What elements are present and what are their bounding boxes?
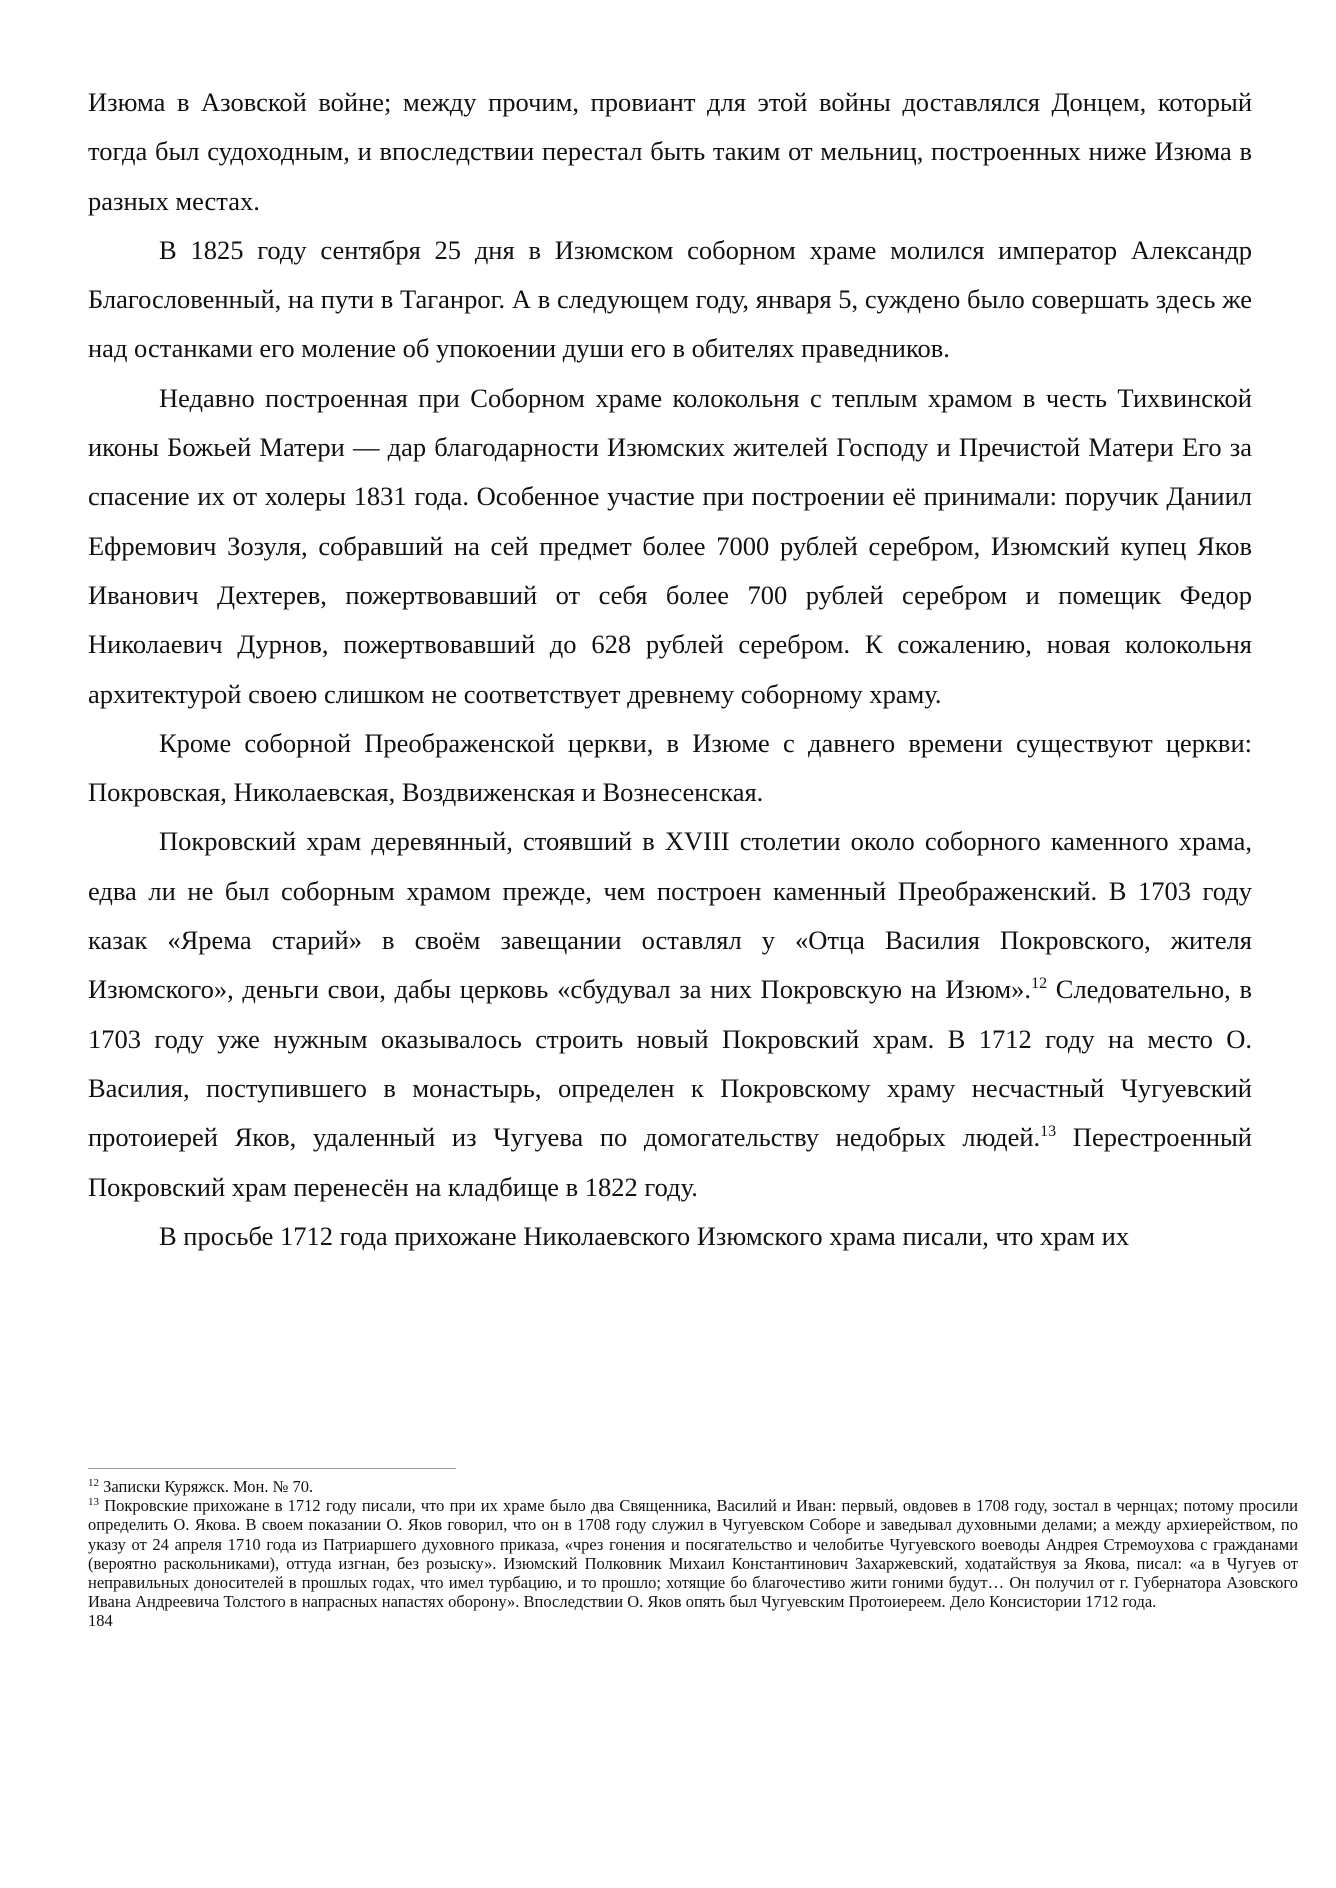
footnote-13-text: Покровские прихожане в 1712 году писали, что при их храме было два Священника, Василий и Иван: первый, овдовев в 1708 году, зостал в чернцах; потому просили определить О. Якова. В своем показании О. Яков говорил, что он в 1708 году служил в Чугуевском Соборе и заведывал духовными делами; а между архиерейством, по указу от 24 апреля 1710 года из Патриаршего духовного приказа, «чрез гонения и посягательство и челобитье Чугуевского воеводы Андрея Стремоухова с гражданами (вероятно раскольниками), оттуда изгнан, без розыску». Изюмский Полковник Михаил Константинович Захаржевский, ходатайствуя за Якова, писал: «а в Чугуев от неправильных доносителей в прошлых годах, что имел турбацию, и то прошло; хотящие бо благочестиво жити гоними будут… Он получил от г. Губернатора Азовского Ивана Андреевича Толстого в напрасных напастях оборону». Впоследствии О. Яков опять был Чугуевским Протоиереем. Дело Консистории 1712 года. [88,1496,1298,1612]
footnote-12-text: Записки Куряжск. Мон. № 70. [99,1477,314,1496]
footnote-13 [88,1496,1298,1611]
paragraph-5 [88,817,1252,1211]
paragraph-6: В просьбе 1712 года прихожане Николаевского Изюмского храма писали, что храм их [159,1220,1130,1251]
footnotes-section [88,1468,1298,1631]
footnote-ref-13[interactable]: 13 [1040,1123,1057,1141]
footnote-separator [88,1468,456,1469]
main-text [88,78,1252,1261]
footnote-12-number: 12 [88,1477,99,1489]
paragraph-3: Недавно построенная при Соборном храме колокольня с теплым храмом в честь Тихвинской иконы Божьей Матери — дар благодарности Изюмских жителей Господу и Пречистой Матери Его за спасение их от холеры 1831 года. Особенное участие при построении её принимали: поручик Даниил Ефремович Зозуля, собравший на сей предмет более 7000 рублей серебром, Изюмский купец Яков Иванович Дехтерев, пожертвовавший от себя более 700 рублей серебром и помещик Федор Николаевич Дурнов, пожертвовавший до 628 рублей серебром. К сожалению, новая колокольня архитектурой своею слишком не соответствует древнему соборному храму. [88,382,1252,709]
footnote-12 [88,1477,1298,1496]
paragraph-5-part-a: Покровский храм деревянный, стоявший в XVIII столетии около соборного каменного храма, едва ли не был соборным храмом прежде, чем построен каменный Преображенский. В 1703 году казак «Ярема старий» в своём завещании оставлял у «Отца Василия Покровского, жителя Изюмского», деньги свои, дабы церковь «сбудувал за них Покровскую на Изюм». [88,826,1252,1005]
page-number: 184 [88,1611,113,1631]
paragraph-5-part-b: Следовательно, в 1703 году уже нужным оказывалось строить новый Покровский храм. В 1712 году на место О. Василия, поступившего в монастырь, определен к Покровскому храму несчастный Чугуевский протоиерей Яков, удаленный из Чугуева по домогательству недобрых людей. [88,974,1252,1153]
paragraph-2: В 1825 году сентября 25 дня в Изюмском соборном храме молился император Александр Благословенный, на пути в Таганрог. А в следующем году, января 5, суждено было совершать здесь же над останками его моление об упокоении души его в обителях праведников. [88,234,1252,364]
paragraph-4: Кроме соборной Преображенской церкви, в Изюме с давнего времени существуют церкви: Покровская, Николаевская, Воздвиженская и Вознесенская. [88,727,1252,808]
paragraph-1: Изюма в Азовской войне; между прочим, провиант для этой войны доставлялся Донцем, который тогда был судоходным, и впоследствии перестал быть таким от мельниц, построенных ниже Изюма в разных местах. [88,87,1252,216]
footnote-ref-12[interactable]: 12 [1031,975,1048,993]
footnote-13-number: 13 [88,1496,99,1509]
paragraph-5-part-c: Перестроенный Покровский храм перенесён на кладбище в 1822 году. [88,1122,1252,1202]
